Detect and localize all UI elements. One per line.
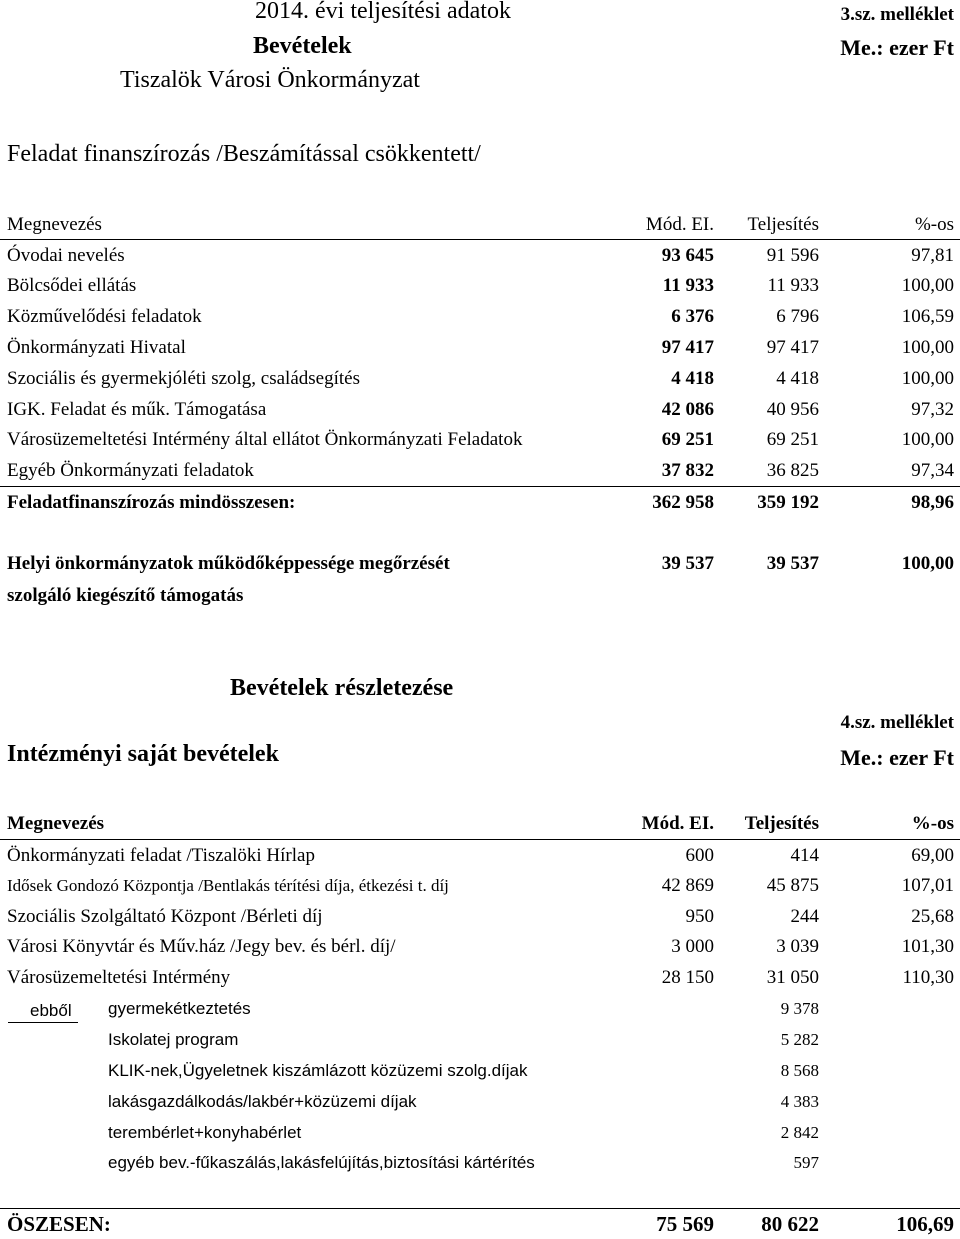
row-tel: 40 956 (766, 399, 819, 420)
sub-row-name: lakásgazdálkodás/lakbér+közüzemi díjak (108, 1092, 417, 1111)
total-label: Feladatfinanszírozás mindösszesen: (7, 492, 296, 513)
row-mod: 4 418 (671, 368, 714, 389)
support-row (0, 549, 960, 579)
table-row (0, 425, 960, 455)
total-row (0, 488, 960, 518)
sub-row (0, 1056, 960, 1086)
grand-total-tel: 80 622 (761, 1212, 819, 1236)
row-pct: 107,01 (901, 875, 954, 896)
section-subtitle: Intézményi saját bevételek (7, 741, 279, 767)
support-tel: 39 537 (766, 553, 819, 574)
sub-row-name: egyéb bev.-fűkaszálás,lakásfelújítás,biztosítási kártérítés (108, 1153, 535, 1172)
row-tel: 414 (790, 845, 819, 866)
sub-row-name: terembérlet+konyhabérlet (108, 1123, 302, 1142)
row-tel: 36 825 (766, 460, 819, 481)
sub-row-name: gyermekétkeztetés (108, 999, 251, 1018)
sub-row (0, 1118, 960, 1148)
row-tel: 244 (790, 906, 819, 927)
support-label-line2: szolgáló kiegészítő támogatás (7, 585, 244, 606)
table-header (0, 210, 960, 240)
total-mod: 362 958 (652, 492, 714, 513)
row-pct: 100,00 (901, 368, 954, 389)
table-row (0, 902, 960, 932)
grand-total-label: ÖSZESEN: (7, 1212, 111, 1236)
table-row (0, 333, 960, 363)
row-mod: 37 832 (661, 460, 714, 481)
row-mod: 42 086 (661, 399, 714, 420)
sub-row (0, 1087, 960, 1117)
row-name: Önkormányzati Hivatal (7, 337, 186, 358)
row-name: IGK. Feladat és műk. Támogatása (7, 399, 267, 420)
row-pct: 97,81 (911, 245, 954, 266)
annex-label-2: 4.sz. melléklet (840, 712, 954, 733)
row-tel: 69 251 (766, 429, 819, 450)
column-header-name: Megnevezés (7, 813, 105, 834)
table-row (0, 395, 960, 425)
sub-row (0, 1025, 960, 1055)
unit-label: Me.: ezer Ft (840, 35, 954, 60)
sub-row (0, 1148, 960, 1178)
row-pct: 97,32 (911, 399, 954, 420)
row-tel: 97 417 (766, 337, 819, 358)
row-pct: 100,00 (901, 275, 954, 296)
grand-total-pct: 106,69 (896, 1212, 954, 1236)
sub-row (0, 994, 960, 1024)
row-mod: 69 251 (661, 429, 714, 450)
row-mod: 600 (685, 845, 714, 866)
row-pct: 97,34 (911, 460, 954, 481)
header-divider (0, 239, 960, 240)
row-tel: 3 039 (776, 936, 819, 957)
row-tel: 4 418 (776, 368, 819, 389)
table-row (0, 932, 960, 962)
row-tel: 11 933 (767, 275, 819, 296)
table-row (0, 241, 960, 271)
total-pct: 98,96 (911, 492, 954, 513)
unit-label-2: Me.: ezer Ft (840, 745, 954, 770)
table-row (0, 456, 960, 486)
of-which-label: ebből (30, 1001, 72, 1020)
row-mod: 3 000 (671, 936, 714, 957)
table-row (0, 271, 960, 301)
document-subtitle: Bevételek (253, 33, 352, 59)
row-pct: 101,30 (901, 936, 954, 957)
column-header-pct: %-os (914, 214, 954, 235)
support-label-line1: Helyi önkormányzatok működőképpessége megőrzését (7, 553, 450, 574)
support-mod: 39 537 (661, 553, 714, 574)
grand-total-row (0, 1209, 960, 1239)
table-row (0, 963, 960, 993)
row-name: Óvodai nevelés (7, 245, 125, 266)
section-title: Feladat finanszírozás /Beszámítással csökkentett/ (7, 141, 481, 167)
table-row (0, 841, 960, 871)
row-pct: 110,30 (902, 967, 954, 988)
row-mod: 93 645 (661, 245, 714, 266)
row-name: Idősek Gondozó Központja /Bentlakás térítési díja, étkezési t. díj (7, 876, 449, 895)
sub-row-value: 597 (793, 1153, 819, 1172)
row-mod: 11 933 (662, 275, 714, 296)
row-tel: 91 596 (766, 245, 819, 266)
row-mod: 6 376 (671, 306, 714, 327)
table-row (0, 871, 960, 901)
sub-row-name: Iskolatej program (108, 1030, 239, 1049)
organization-name: Tiszalök Városi Önkormányzat (120, 67, 420, 93)
sub-row-value: 4 383 (780, 1092, 819, 1111)
sub-row-value: 5 282 (780, 1030, 819, 1049)
row-name: Bölcsődei ellátás (7, 275, 137, 296)
row-name: Városi Könyvtár és Műv.ház /Jegy bev. és bérl. díj/ (7, 936, 396, 957)
column-header-tel: Teljesítés (747, 214, 819, 235)
column-header-mod: Mód. EI. (641, 813, 714, 834)
row-name: Szociális és gyermekjóléti szolg, családsegítés (7, 368, 360, 389)
table-row (0, 302, 960, 332)
row-tel: 6 796 (776, 306, 819, 327)
column-header-mod: Mód. EI. (645, 214, 714, 235)
row-tel: 45 875 (766, 875, 819, 896)
support-pct: 100,00 (901, 553, 954, 574)
row-pct: 100,00 (901, 429, 954, 450)
row-mod: 950 (685, 906, 714, 927)
header-divider (0, 839, 960, 840)
row-pct: 106,59 (901, 306, 954, 327)
row-name: Városüzemeltetési Intérmény által ellátot Önkormányzati Feladatok (7, 429, 523, 450)
total-divider (0, 486, 960, 487)
row-name: Egyéb Önkormányzati feladatok (7, 460, 254, 481)
sub-row-value: 9 378 (780, 999, 819, 1018)
column-header-pct: %-os (911, 813, 954, 834)
row-mod: 97 417 (661, 337, 714, 358)
sub-row-name: KLIK-nek,Ügyeletnek kiszámlázott közüzemi szolg.díjak (108, 1061, 528, 1080)
row-name: Szociális Szolgáltató Központ /Bérleti díj (7, 906, 323, 927)
total-tel: 359 192 (757, 492, 819, 513)
grand-total-mod: 75 569 (656, 1212, 714, 1236)
section-heading: Bevételek részletezése (230, 675, 454, 701)
column-header-name: Megnevezés (7, 214, 102, 235)
row-pct: 100,00 (901, 337, 954, 358)
annex-label: 3.sz. melléklet (840, 4, 954, 25)
row-name: Városüzemeltetési Intérmény (7, 967, 231, 988)
document-title: 2014. évi teljesítési adatok (255, 0, 511, 24)
column-header-tel: Teljesítés (744, 813, 819, 834)
row-name: Önkormányzati feladat /Tiszalöki Hírlap (7, 845, 315, 866)
sub-row-value: 8 568 (780, 1061, 819, 1080)
table-row (0, 364, 960, 394)
sub-row-value: 2 842 (780, 1123, 819, 1142)
table-header (0, 809, 960, 839)
row-tel: 31 050 (766, 967, 819, 988)
row-name: Közművelődési feladatok (7, 306, 202, 327)
row-mod: 28 150 (661, 967, 714, 988)
row-pct: 69,00 (911, 845, 954, 866)
row-mod: 42 869 (661, 875, 714, 896)
row-pct: 25,68 (911, 906, 954, 927)
